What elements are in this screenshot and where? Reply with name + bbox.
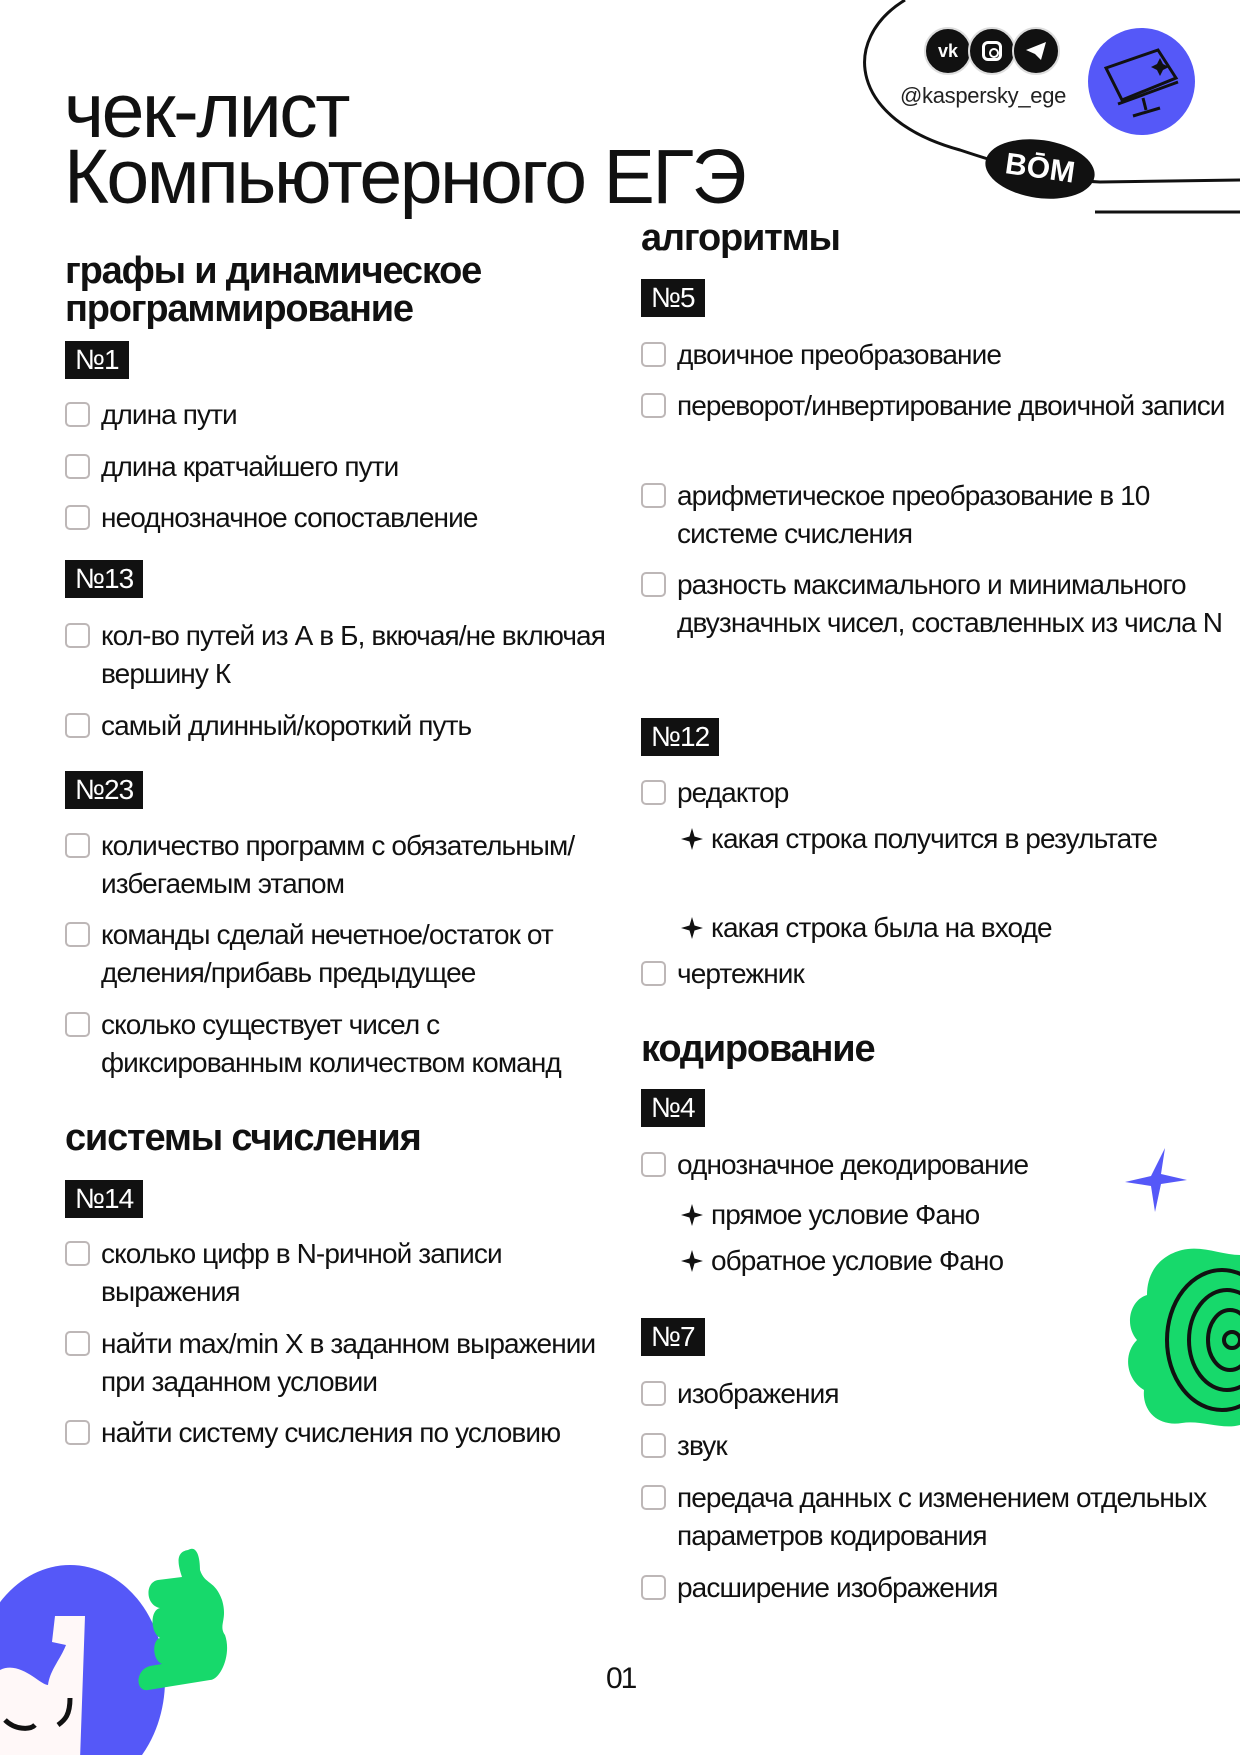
checkbox[interactable] <box>65 623 90 648</box>
checkbox[interactable] <box>65 1331 90 1356</box>
checklist-item[interactable] <box>641 955 1231 993</box>
checkbox[interactable] <box>65 1012 90 1037</box>
checkbox[interactable] <box>65 1241 90 1266</box>
checkbox[interactable] <box>641 1485 666 1510</box>
checklist-item[interactable] <box>641 1569 1231 1607</box>
title-line-1: чек-лист <box>64 68 348 154</box>
checklist-item[interactable] <box>65 499 635 537</box>
checklist-item-label: редактор <box>677 777 789 808</box>
task-number-badge: №1 <box>65 341 129 379</box>
checklist-item[interactable] <box>65 1414 635 1452</box>
checkbox[interactable] <box>641 342 666 367</box>
brand-logo: ВŌМ <box>981 133 1098 206</box>
checklist-item-label: длина пути <box>101 399 237 430</box>
sparkle-bullet-icon <box>681 828 703 850</box>
sparkle-bullet-icon <box>681 1204 703 1226</box>
checklist-item-label: сколько существует чисел с фиксированным количеством команд <box>101 1009 561 1078</box>
subitem-label: прямое условие Фано <box>711 1199 980 1230</box>
checklist-item[interactable] <box>65 827 635 903</box>
checklist-item-label: однозначное декодирование <box>677 1149 1029 1180</box>
checklist-item[interactable] <box>65 1006 635 1082</box>
checkbox[interactable] <box>65 454 90 479</box>
checklist-item-label: разность максимального и минимального двузначных чисел, составленных из числа N <box>677 569 1223 638</box>
checkbox[interactable] <box>641 1575 666 1600</box>
checklist-item-label: найти max/min X в заданном выражении при заданном условии <box>101 1328 596 1397</box>
section-heading: алгоритмы <box>641 217 840 259</box>
section-heading: системы счисления <box>65 1117 421 1159</box>
checklist-item[interactable] <box>641 477 1231 553</box>
checkbox[interactable] <box>641 780 666 805</box>
page-number: 01 <box>606 1662 636 1695</box>
illustration-muscle-thumbs-up <box>0 1520 320 1755</box>
task-number-badge: №5 <box>641 279 705 317</box>
task-number-badge: №13 <box>65 560 143 598</box>
sparkle-icon <box>1125 1148 1190 1213</box>
section-heading: кодирование <box>641 1028 875 1070</box>
checkbox[interactable] <box>65 922 90 947</box>
checklist-item-label: расширение изображения <box>677 1572 998 1603</box>
checklist-item[interactable] <box>65 1325 635 1401</box>
checkbox[interactable] <box>65 833 90 858</box>
checkbox[interactable] <box>65 402 90 427</box>
checkbox[interactable] <box>641 483 666 508</box>
subitem-label: какая строка была на входе <box>711 912 1052 943</box>
computer-logo-icon <box>1088 28 1195 135</box>
checklist-subitem <box>681 909 1231 947</box>
checkbox[interactable] <box>65 1420 90 1445</box>
checklist-item[interactable] <box>65 617 635 693</box>
checklist-item[interactable] <box>65 1235 635 1311</box>
social-icons <box>924 27 1060 75</box>
checklist-item[interactable] <box>641 774 1231 812</box>
checkbox[interactable] <box>641 1381 666 1406</box>
page-title <box>64 68 745 220</box>
checklist-item-label: передача данных с изменением отдельных параметров кодирования <box>677 1482 1207 1551</box>
checklist-item-label: количество программ с обязательным/избегаемым этапом <box>101 830 575 899</box>
checklist-item-label: звук <box>677 1430 727 1461</box>
telegram-icon[interactable] <box>1012 27 1060 75</box>
checklist-item-label: арифметическое преобразование в 10 системе счисления <box>677 480 1150 549</box>
checkbox[interactable] <box>641 1433 666 1458</box>
sparkle-bullet-icon <box>681 917 703 939</box>
checklist-item-label: переворот/инвертирование двоичной записи <box>677 390 1225 421</box>
checkbox[interactable] <box>641 393 666 418</box>
instagram-icon[interactable] <box>968 27 1016 75</box>
social-handle[interactable]: @kaspersky_ege <box>900 83 1067 108</box>
subitem-label: какая строка получится в результате <box>711 823 1158 854</box>
task-number-badge: №14 <box>65 1180 143 1218</box>
checkbox[interactable] <box>65 505 90 530</box>
checklist-item-label: длина кратчайшего пути <box>101 451 399 482</box>
checklist-item-label: самый длинный/короткий путь <box>101 710 472 741</box>
checklist-item-label: сколько цифр в N-ричной записи выражения <box>101 1238 502 1307</box>
checklist-item-label: двоичное преобразование <box>677 339 1002 370</box>
checklist-item[interactable] <box>65 396 635 434</box>
checkbox[interactable] <box>65 713 90 738</box>
task-number-badge: №23 <box>65 771 143 809</box>
task-number-badge: №4 <box>641 1089 705 1127</box>
title-line-2: Компьютерного ЕГЭ <box>64 134 745 220</box>
checklist-item[interactable] <box>641 566 1231 642</box>
checklist-subitem <box>681 820 1231 858</box>
checklist-item[interactable] <box>65 448 635 486</box>
task-number-badge: №12 <box>641 718 719 756</box>
vk-icon[interactable]: vk <box>924 27 972 75</box>
checklist-item[interactable] <box>641 1427 1231 1465</box>
checklist-item-label: неоднозначное сопоставление <box>101 502 478 533</box>
checklist-item[interactable] <box>65 916 635 992</box>
checklist-item[interactable] <box>641 387 1231 425</box>
sparkle-bullet-icon <box>681 1250 703 1272</box>
checkbox[interactable] <box>641 961 666 986</box>
task-number-badge: №7 <box>641 1318 705 1356</box>
checklist-item-label: кол-во путей из А в Б, вкючая/не включая вершину К <box>101 620 605 689</box>
checklist-item[interactable] <box>641 1479 1231 1555</box>
section-heading: графы и динамическое программирование <box>65 250 482 330</box>
checkbox[interactable] <box>641 572 666 597</box>
subitem-label: обратное условие Фано <box>711 1245 1004 1276</box>
fingerprint-blob-icon <box>1122 1245 1240 1430</box>
checklist-item[interactable] <box>65 707 635 745</box>
checkbox[interactable] <box>641 1152 666 1177</box>
checklist-item-label: команды сделай нечетное/остаток от деления/прибавь предыдущее <box>101 919 553 988</box>
checklist-item-label: чертежник <box>677 958 804 989</box>
checklist-item-label: изображения <box>677 1378 839 1409</box>
checklist-item-label: найти систему счисления по условию <box>101 1417 561 1448</box>
checklist-item[interactable] <box>641 336 1231 374</box>
